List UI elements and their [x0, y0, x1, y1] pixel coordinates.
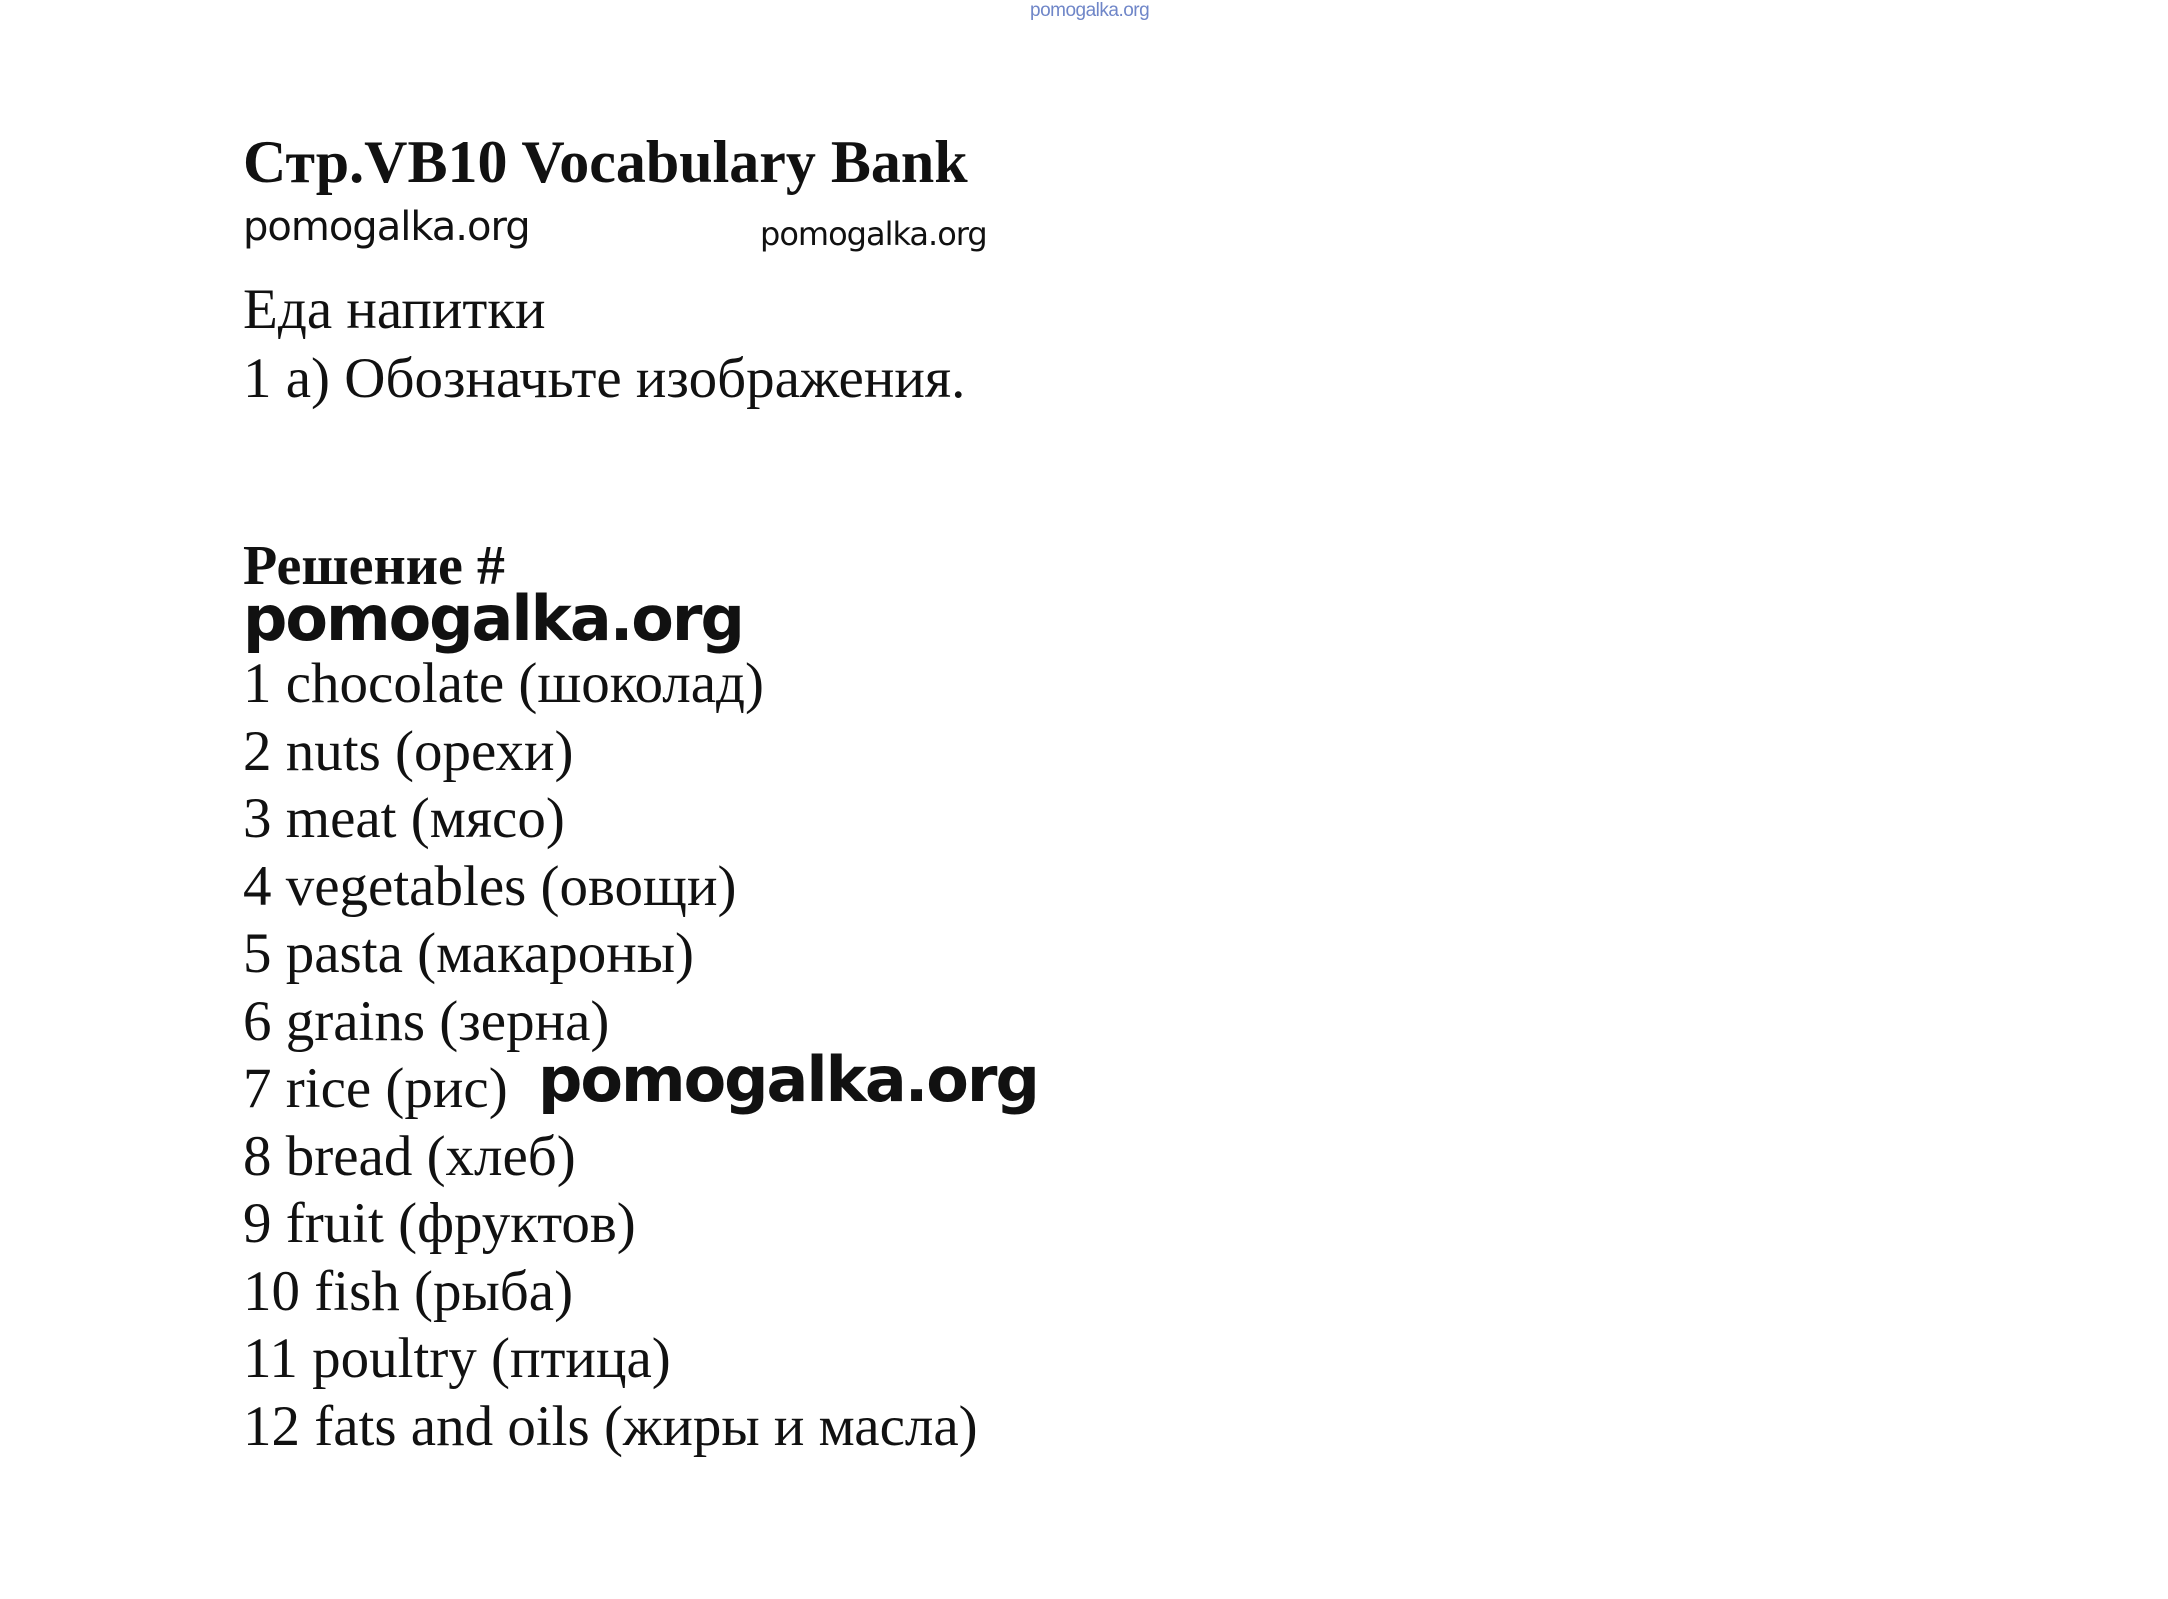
- page-title: Стр.VB10 Vocabulary Bank: [243, 129, 968, 195]
- answer-item: 9 fruit (фруктов): [243, 1192, 636, 1255]
- answer-item: 3 meat (мясо): [243, 787, 565, 850]
- watermark-left: pomogalka.org: [243, 204, 530, 250]
- watermark-right: pomogalka.org: [760, 215, 987, 253]
- watermark-inline: pomogalka.org: [538, 1043, 1038, 1116]
- answer-item: 11 poultry (птица): [243, 1327, 671, 1390]
- answer-item: 4 vegetables (овощи): [243, 854, 737, 918]
- answer-item: 6 grains (зерна): [243, 989, 610, 1053]
- answer-item: 12 fats and oils (жиры и масла): [243, 1394, 978, 1458]
- answer-item: 7 rice (рис): [243, 1057, 508, 1120]
- answer-item: 5 pasta (макароны): [243, 922, 694, 985]
- answer-item: 8 bread (хлеб): [243, 1124, 576, 1188]
- section-title: Еда напитки: [243, 278, 546, 341]
- solution-heading: Решение #: [243, 535, 505, 597]
- answer-item: 2 nuts (орехи): [243, 719, 574, 783]
- top-watermark: pomogalka.org: [1030, 0, 1150, 21]
- answer-item: 10 fish (рыба): [243, 1259, 574, 1323]
- task-text: 1 a) Обозначьте изображения.: [243, 347, 966, 410]
- answer-item: 1 chocolate (шоколад): [243, 652, 765, 715]
- watermark-solution: pomogalka.org: [243, 582, 743, 655]
